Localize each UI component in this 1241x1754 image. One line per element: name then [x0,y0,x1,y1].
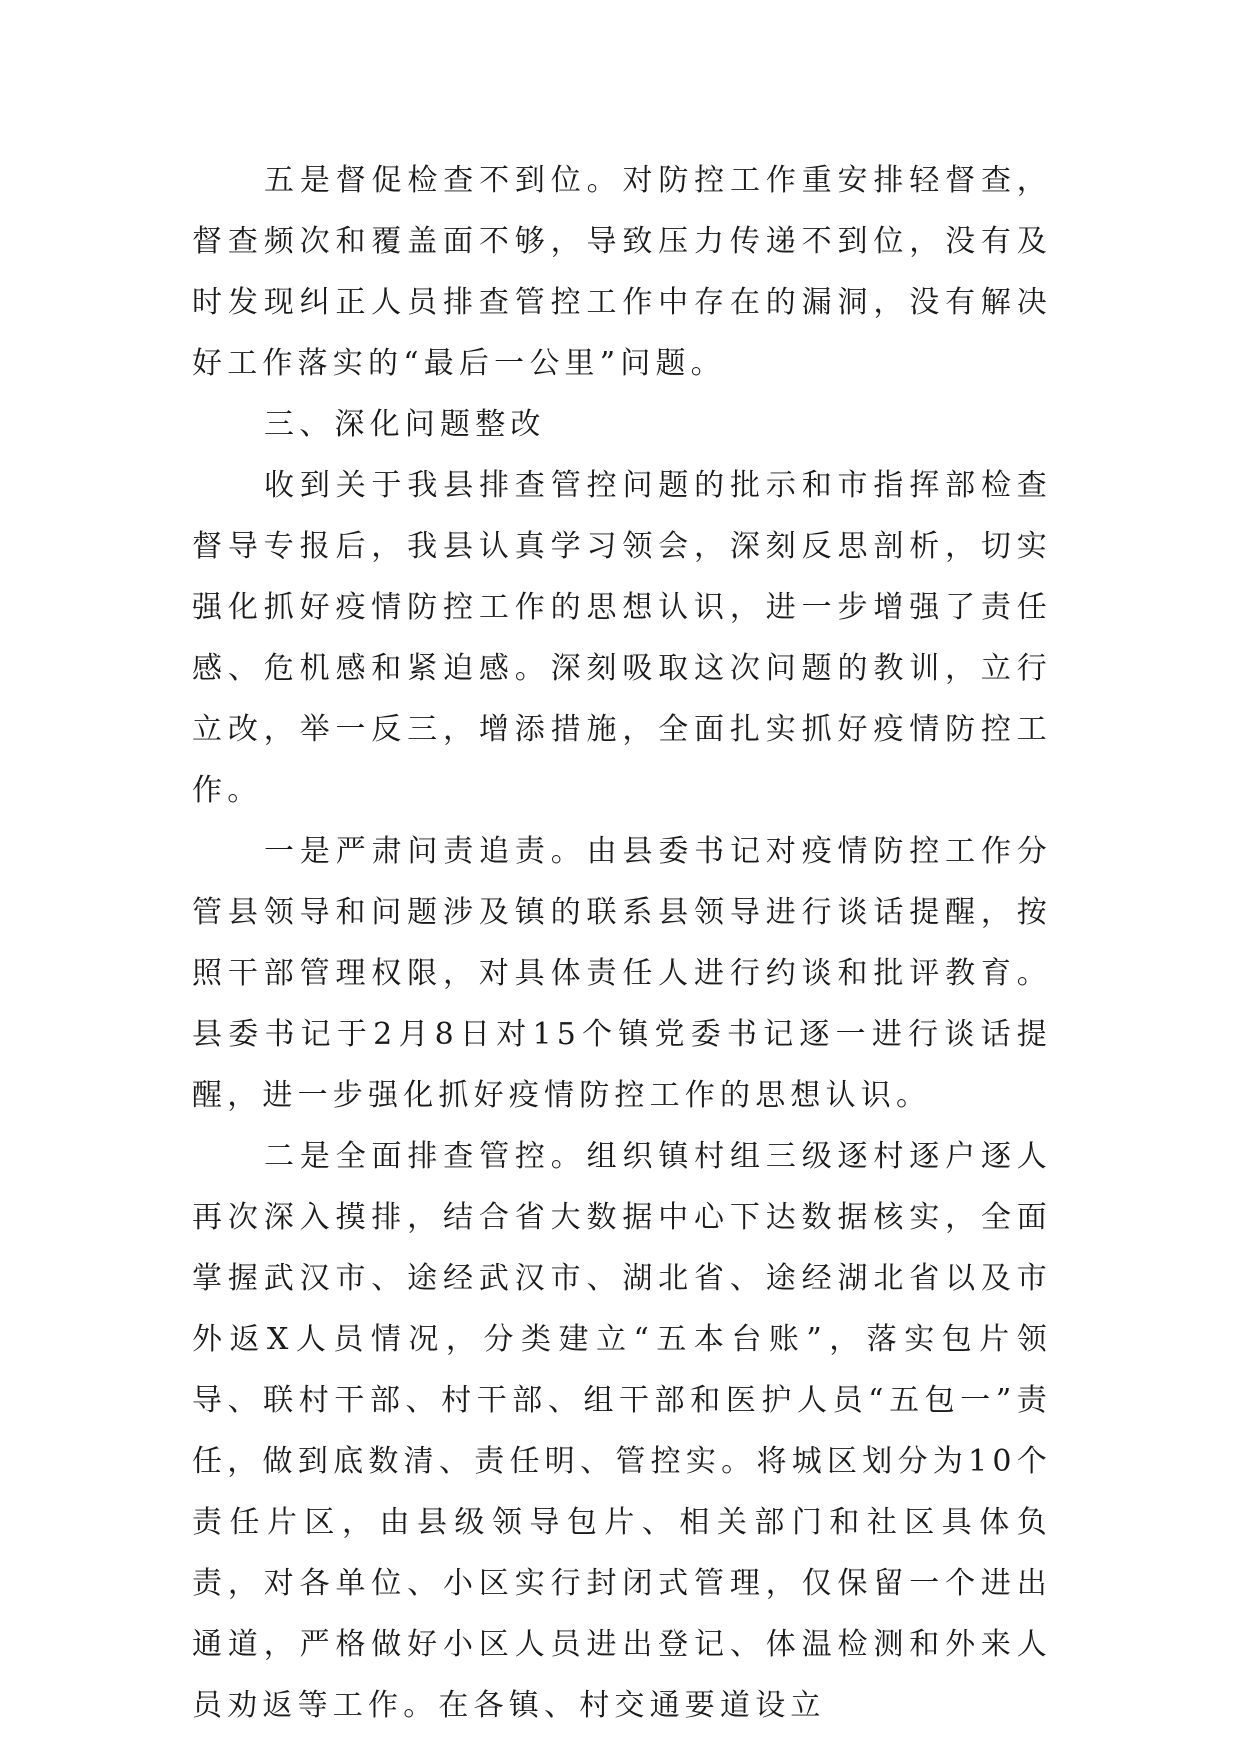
document-body [192,150,1052,1736]
paragraph-accountability: 一是严肃问责追责。由县委书记对疫情防控工作分管县领导和问题涉及镇的联系县领导进行谈话提醒，按照干部管理权限，对具体责任人进行约谈和批评教育。县委书记于2月8日对15个镇党委书记逐一进行谈话提醒，进一步强化抓好疫情防控工作的思想认识。 [192,834,1052,1113]
paragraph-rectification-intro: 收到关于我县排查管控问题的批示和市指挥部检查督导专报后，我县认真学习领会，深刻反思剖析，切实强化抓好疫情防控工作的思想认识，进一步增强了责任感、危机感和紧迫感。深刻吸取这次问题的教训，立行立改，举一反三，增添措施，全面扎实抓好疫情防控工作。 [192,468,1052,808]
section-heading-rectification: 三、深化问题整改 [264,407,546,442]
paragraph-screening-control: 二是全面排查管控。组织镇村组三级逐村逐户逐人再次深入摸排，结合省大数据中心下达数据核实，全面掌握武汉市、途经武汉市、湖北省、途经湖北省以及市外返X人员情况，分类建立“五本台账”，落实包片领导、联村干部、村干部、组干部和医护人员“五包一”责任，做到底数清、责任明、管控实。将城区划分为10个责任片区，由县级领导包片、相关部门和社区具体负责，对各单位、小区实行封闭式管理，仅保留一个进出通道，严格做好小区人员进出登记、体温检测和外来人员劝返等工作。在各镇、村交通要道设立 [192,1139,1052,1723]
paragraph-supervision-issue: 五是督促检查不到位。对防控工作重安排轻督查，督查频次和覆盖面不够，导致压力传递不到位，没有及时发现纠正人员排查管控工作中存在的漏洞，没有解决好工作落实的“最后一公里”问题。 [192,163,1052,381]
